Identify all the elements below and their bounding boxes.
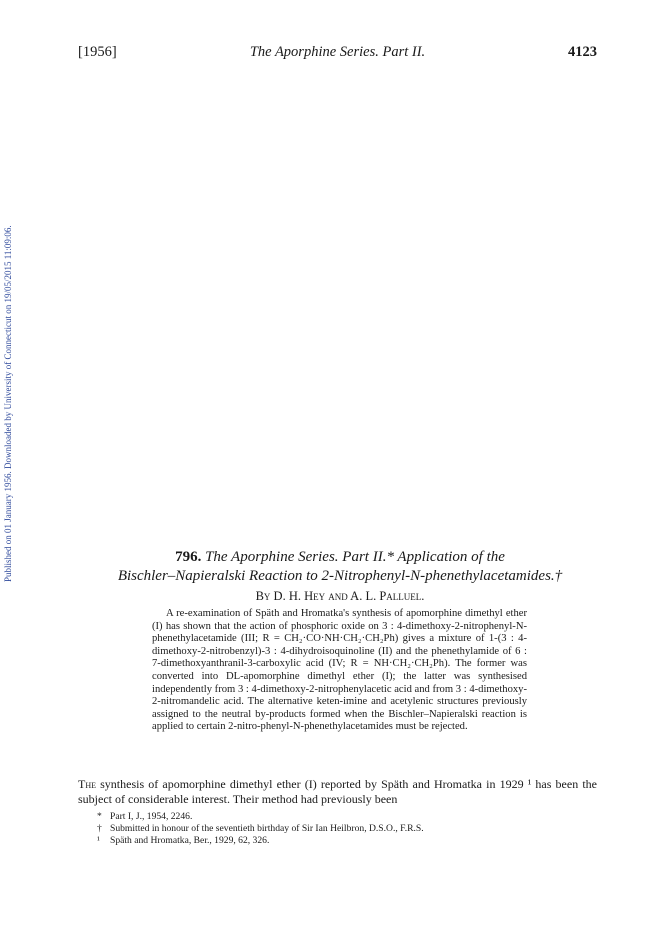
footnote-text: Späth and Hromatka, Ber., 1929, 62, 326. (110, 835, 270, 846)
footnote (97, 835, 597, 847)
footnote-mark: * (97, 811, 102, 822)
journal-year: [1956] (78, 44, 117, 60)
footnote (97, 811, 597, 823)
body-lead-word: The (78, 777, 96, 791)
running-head (78, 44, 597, 62)
body-paragraph-text: synthesis of apomorphine dimethyl ether (I) reported by Späth and Hromatka in 1929 ¹ has been the subject of considerable interest. Their method had previously been (78, 777, 597, 806)
article-title-line-2: Bischler–Napieralski Reaction to 2-Nitrophenyl-N-phenethylacetamides.† (117, 568, 563, 584)
footnote-mark: ¹ (97, 835, 100, 846)
body-text (78, 777, 597, 807)
article-title-text-1: The Aporphine Series. Part II.* Application of the (205, 549, 505, 565)
footnote-text: Submitted in honour of the seventieth birthday of Sir Ian Heilbron, D.S.O., F.R.S. (110, 823, 424, 834)
article-title-line-1 (80, 548, 600, 567)
abstract (152, 608, 527, 734)
download-notice: Published on 01 January 1956. Downloaded by University of Connecticut on 19/05/2015 11:09:06. (3, 225, 13, 582)
article-number: 796. (175, 549, 202, 565)
footnote (97, 823, 597, 835)
abstract-text: A re-examination of Späth and Hromatka's synthesis of apomorphine dimethyl ether (I) has shown that the action of phosphoric oxide on 3 : 4-dimethoxy-2-nitrophenyl-N-phenethylacetamide (III; R = CH₂·CO·NH·CH₂·CH₂Ph) gives a mixture of 1-(3 : 4-dimethoxy-2-nitrobenzyl)-3 : 4-dihydroisoquinoline (II) and the phenethylamide of 6 : 7-dimethoxyanthranil-3-carboxylic acid (IV; R = NH·CH₂·CH₂Ph). The former was converted into DL-apomorphine dimethyl ether (I); the latter was synthesised independently from 3 : 4-dimethoxy-2-nitrophenylacetic acid and from 3 : 4-dimethoxy-2-nitromandelic acid. The alternative keten-imine and acetylenic structures previously assigned to the neutral by-products formed when the Bischler–Napieralski reaction is applied to certain 2-nitro-phenyl-N-phenethylacetamides must be rejected. (152, 608, 527, 733)
running-title: The Aporphine Series. Part II. (249, 44, 426, 60)
authors: By D. H. Hey and A. L. Palluel. (255, 589, 425, 603)
page-number: 4123 (568, 44, 597, 60)
body-paragraph (78, 777, 597, 807)
footnote-mark: † (97, 823, 102, 834)
footnotes (97, 811, 597, 847)
article-title (80, 548, 600, 586)
footnote-text: Part I, J., 1954, 2246. (110, 811, 193, 822)
